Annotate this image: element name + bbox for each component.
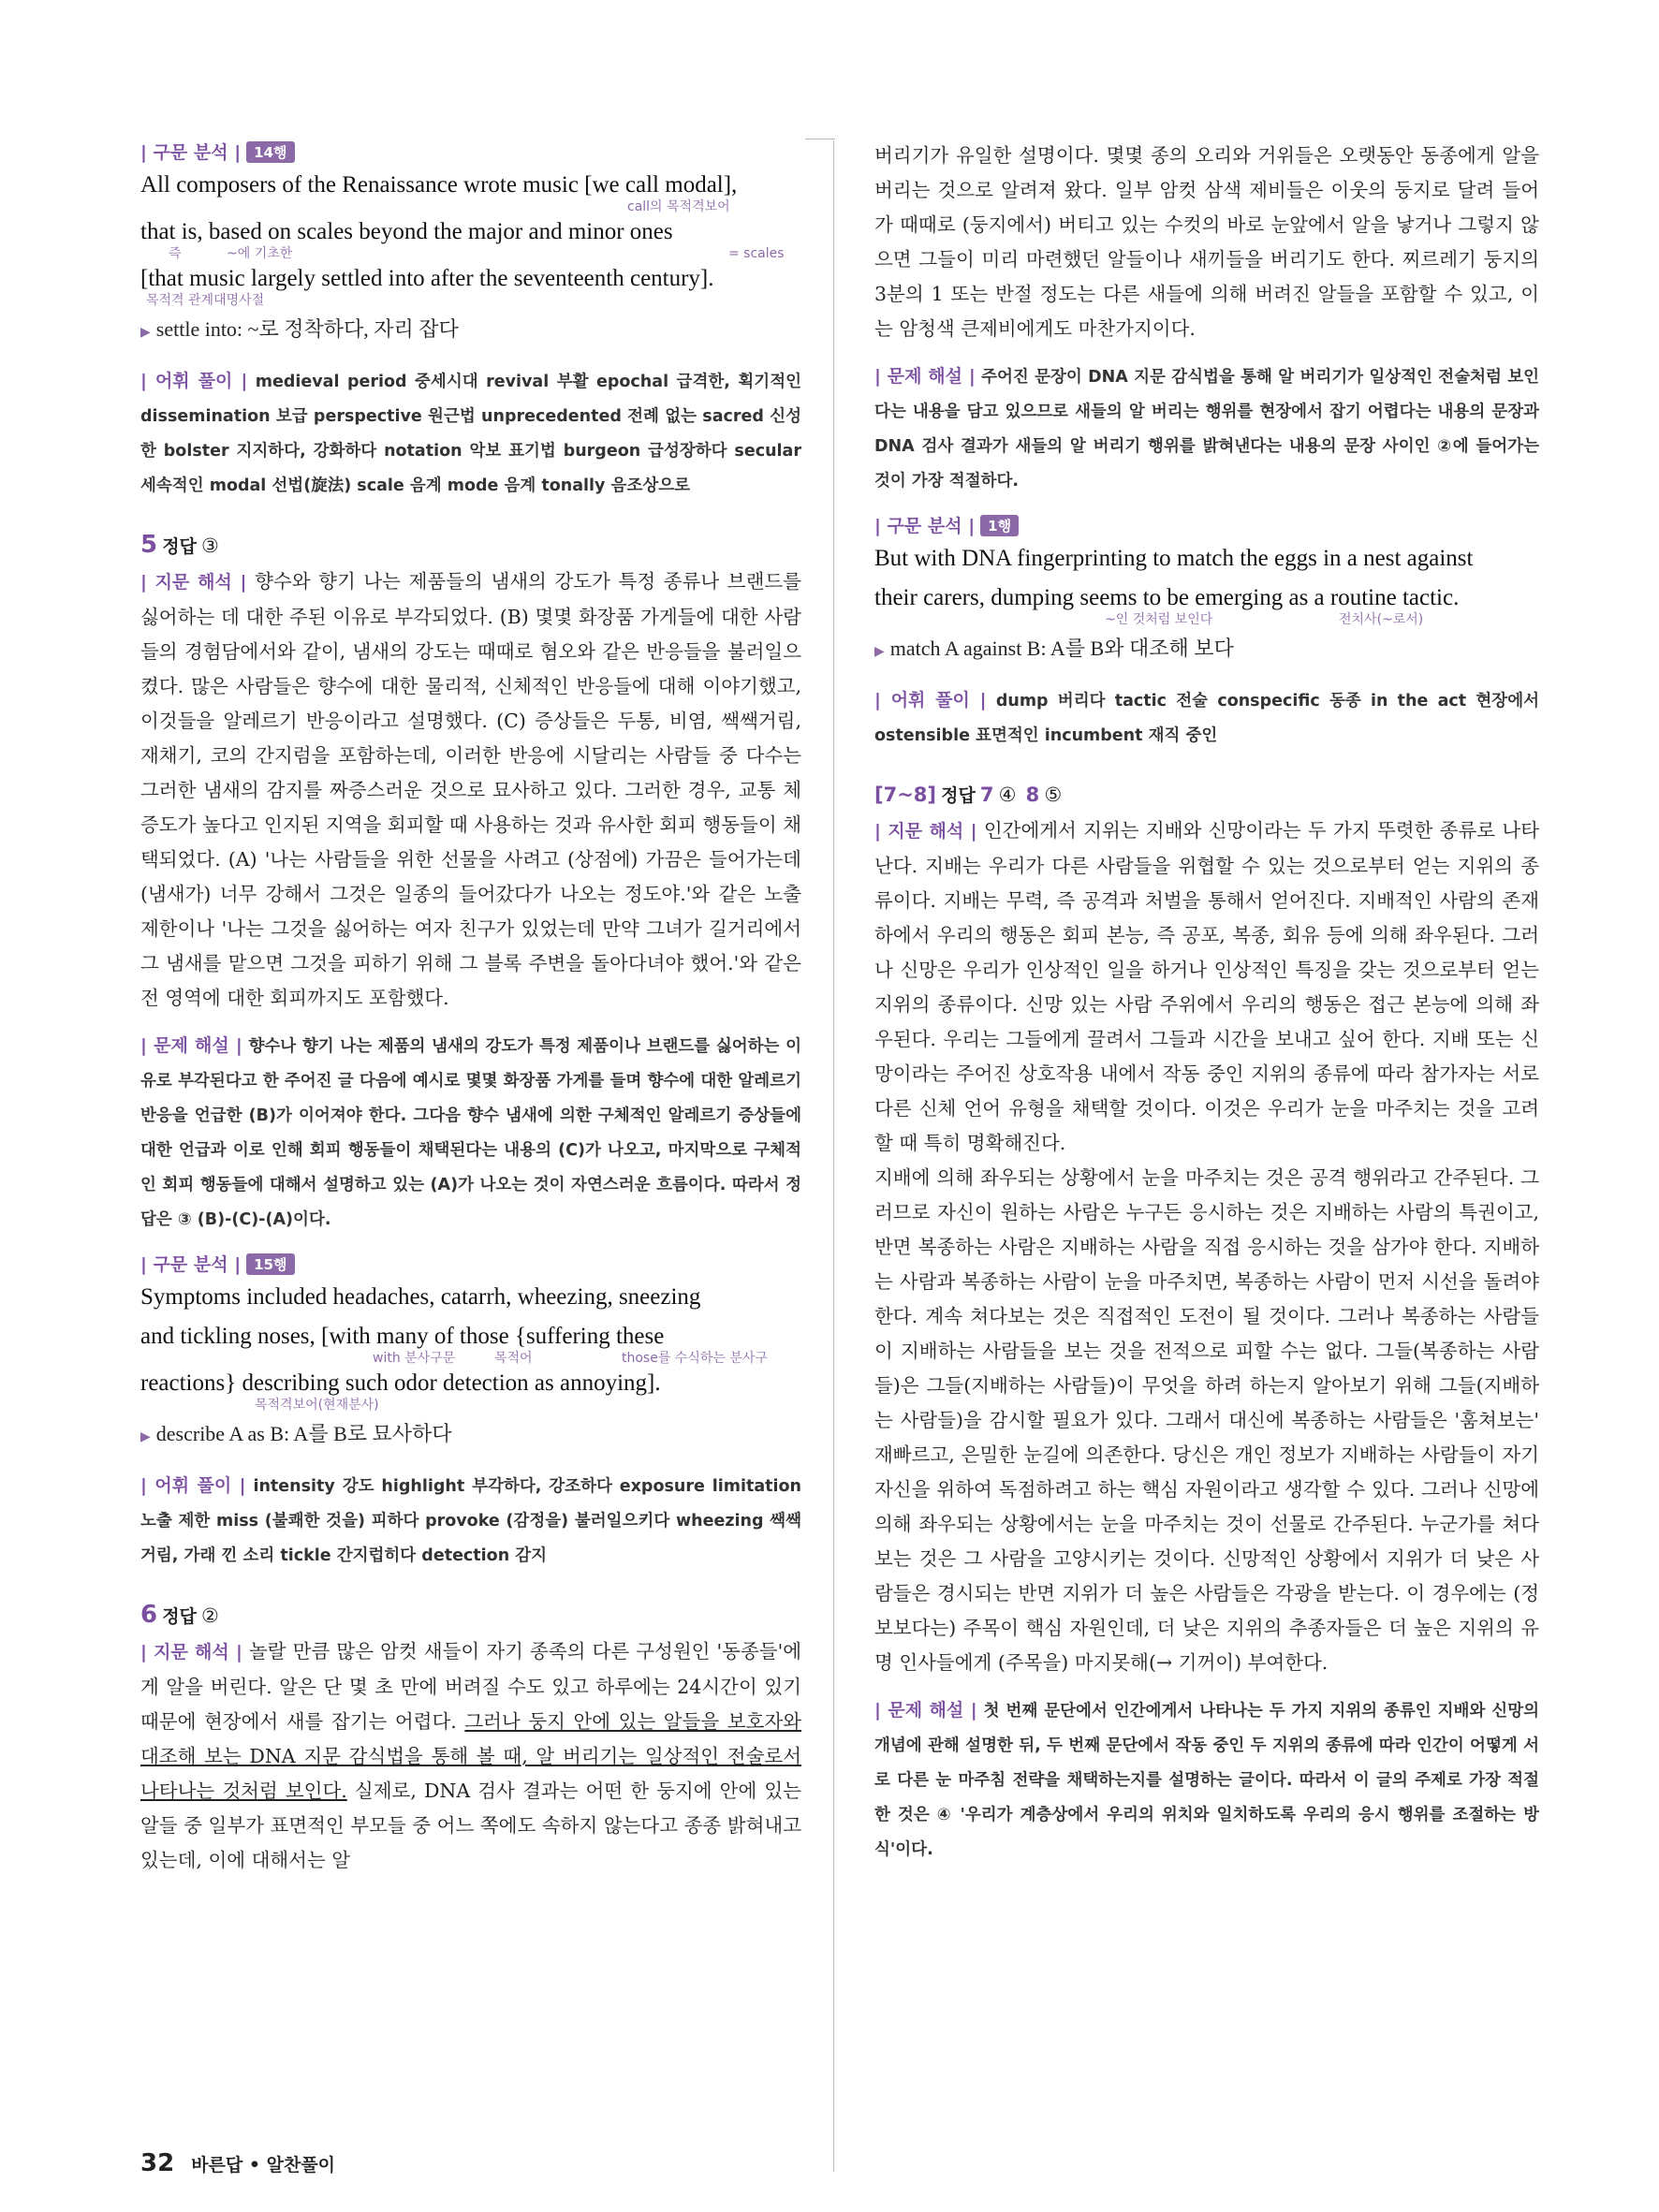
annotation: 즉 <box>169 246 182 261</box>
annotation-row <box>874 612 1539 627</box>
question-number: 5 <box>140 531 158 559</box>
question-7-8 <box>874 778 1539 1868</box>
english-sentence-line: their carers, dumping seems to be emerging as a routine tactic. <box>874 585 1460 610</box>
english-sentence-line: But with DNA fingerprinting to match the eggs in a nest against <box>874 546 1474 571</box>
solution-text: | 문제 해설 | 첫 번째 문단에서 인간에게서 나타나는 두 가지 지위의 종류인 지배와 신망의 개념에 관해 설명한 뒤, 두 번째 문단에서 작동 중인 두 지위의 종류에 따라 인간이 어떻게 서로 다른 눈 마주침 전략을 채택하는지를 설명하는 글이다. 따라서 이 글의 주제로 가장 적절한 것은 ④ '우리가 계층상에서 우리의 위치와 일치하도록 우리의 응시 행위를 조절하는 방식'이다. <box>874 1700 1540 1859</box>
syntax-section-3 <box>874 512 1539 667</box>
book-title: 바른답 • 알찬풀이 <box>191 2155 336 2175</box>
translation-label: | 지문 해석 | <box>140 1642 242 1663</box>
annotation: ~인 것처럼 보인다 <box>1105 612 1213 627</box>
syntax-section-2 <box>140 1251 801 1452</box>
line-tag: 15행 <box>246 1253 294 1275</box>
translation-text: | 지문 해석 | 인간에게서 지위는 지배와 신망이라는 두 가지 뚜렷한 종류로 나타난다. 지배는 우리가 다른 사람들을 위협할 수 있는 것으로부터 얻는 지위의 종류이다. 지배는 무력, 즉 공격과 처벌을 통해서 얻어진다. 지배적인 사람의 존재하에서 우리의 행동은 회피 본능, 즉 공포, 복종, 회유 등에 의해 좌우된다. 그러나 신망은 우리가 인상적인 일을 하거나 인상적인 특징을 갖는 것으로부터 얻는 지위의 종류이다. 신망 있는 사람 주위에서 우리의 행동은 접근 본능에 의해 좌우된다. 우리는 그들에게 끌려서 그들과 시간을 보내고 싶어 한다. 지배 또는 신망이라는 주어진 상호작용 내에서 작동 중인 지위의 종류에 따라 참가자는 서로 다른 신체 언어 유형을 채택할 것이다. 이것은 우리가 눈을 마주치는 것을 고려할 때 특히 명확해진다. <box>874 819 1539 1154</box>
annotation: with 분사구문 <box>373 1351 456 1366</box>
question-5 <box>140 528 801 1238</box>
annotation-row <box>140 1351 801 1366</box>
syntax-section-1 <box>140 139 801 347</box>
answer-line: [7~8] 정답 7 ④ 8 ⑤ <box>874 784 1063 806</box>
annotation: those를 수식하는 분사구 <box>622 1351 768 1366</box>
english-sentence-line: and tickling noses, [with many of those {suffering these <box>140 1324 665 1349</box>
vocab-section-3: | 어휘 풀이 | dump 버리다 tactic 전술 conspecific 동종 in the act 현장에서 ostensible 표면적인 incumbent 재직 중인 <box>874 690 1540 745</box>
annotation-row <box>140 1398 801 1413</box>
line-tag: 14행 <box>246 141 294 163</box>
solution-label: | 문제 해설 | <box>874 366 976 387</box>
annotation: 목적어 <box>494 1351 533 1366</box>
answer-line: 6 정답 ② <box>140 1601 219 1629</box>
solution-text: | 문제 해설 | 향수나 향기 나는 제품의 냄새의 강도가 특정 제품이나 브랜드를 싫어하는 이유로 부각된다고 한 주어진 글 다음에 예시로 몇몇 화장품 가게를 들며 향수에 대한 알레르기 반응을 언급한 (B)가 이어져야 한다. 그다음 향수 냄새에 의한 구체적인 알레르기 증상들에 대한 언급과 이로 인해 회피 행동들이 채택된다는 내용의 (C)가 나오고, 마지막으로 구체적인 회피 행동들에 대해서 설명하고 있는 (A)가 나오는 것이 자연스러운 흐름이다. 따라서 정답은 ③ (B)-(C)-(A)이다. <box>140 1035 802 1229</box>
english-sentence-line: that is, based on scales beyond the major and minor ones <box>140 219 673 244</box>
answer-line: 5 정답 ③ <box>140 531 219 559</box>
syntax-label: | 구문 분석 | <box>140 1254 242 1275</box>
annotation: ~에 기초한 <box>227 246 293 261</box>
triangle-icon: ▶ <box>140 326 151 340</box>
syntax-label: | 구문 분석 | <box>140 142 242 163</box>
annotation: 전치사(~로서) <box>1339 612 1424 627</box>
english-sentence-line: reactions} describing such odor detection as annoying]. <box>140 1370 661 1396</box>
line-tag: 1행 <box>980 515 1019 536</box>
solution-text: | 문제 해설 | 주어진 문장이 DNA 지문 감식법을 통해 알 버리기가 일상적인 전술처럼 보인다는 내용을 담고 있으므로 새들의 알 버리는 행위를 현장에서 잡기 어렵다는 내용의 문장과 DNA 검사 결과가 새들의 알 버리기 행위를 밝혀낸다는 내용의 문장 사이인 ②에 들어가는 것이 가장 적절하다. <box>874 366 1540 491</box>
translation-label: | 지문 해석 | <box>874 821 977 842</box>
triangle-icon: ▶ <box>140 1430 151 1444</box>
english-sentence-line: [that music largely settled into after the seventeenth century]. <box>140 266 714 291</box>
annotation: 목적격보어(현재분사) <box>255 1398 379 1413</box>
english-sentence-line: Symptoms included headaches, catarrh, wheezing, sneezing <box>140 1284 701 1310</box>
translation-text: | 지문 해석 | 향수와 향기 나는 제품들의 냄새의 강도가 특정 종류나 브랜드를 싫어하는 데 대한 주된 이유로 부각되었다. (B) 몇몇 화장품 가게들에 대한 사람들의 경험담에서와 같이, 냄새의 강도는 때때로 혐오와 같은 반응들을 불러일으켰다. 많은 사람들은 향수에 대한 물리적, 신체적인 반응들에 대해 이야기했고, 이것들을 알레르기 반응이라고 설명했다. (C) 증상들은 두통, 비염, 쌕쌕거림, 재채기, 코의 간지럼을 포함하는데, 이러한 반응에 시달리는 사람들 중 다수는 그러한 냄새의 감지를 짜증스러운 것으로 묘사하고 있다. 그러한 경우, 교통 체증도가 높다고 인지된 지역을 회피할 때 사용하는 것과 유사한 회피 행동들이 채택되었다. (A) '나는 사람들을 위한 선물을 사려고 (상점에) 가끔은 들어가는데 (냄새가) 너무 강해서 그것은 일종의 들어갔다가 나오는 정도야.'와 같은 노출 제한이나 '나는 그것을 싫어하는 여자 친구가 있었는데 만약 그녀가 길거리에서 그 냄새를 맡으면 그것을 피하기 위해 그 블록 주변을 돌아다녀야 했어.'와 같은 전 영역에 대한 회피까지도 포함했다. <box>140 570 801 1009</box>
question-number: 6 <box>140 1601 158 1629</box>
vocab-section-2: | 어휘 풀이 | intensity 강도 highlight 부각하다, 강조하다 exposure limitation 노출 제한 miss (불쾌한 것을) 피하다 provoke (감정을) 불러일으키다 wheezing 쌕쌕거림, 가래 낀 소리 tickle 간지럽히다 detection 감지 <box>140 1475 802 1565</box>
triangle-icon: ▶ <box>874 645 885 659</box>
translation-text-paragraph-2: 지배에 의해 좌우되는 상황에서 눈을 마주치는 것은 공격 행위라고 간주된다. 그러므로 자신이 원하는 사람은 누구든 응시하는 것은 지배하는 사람의 특권이고, 반면 복종하는 사람은 지배하는 사람을 직접 응시하는 것을 삼가야 한다. 지배하는 사람과 복종하는 사람이 눈을 마주치면, 복종하는 사람이 먼저 시선을 돌려야 한다. 계속 쳐다보는 것은 직접적인 도전이 될 것이다. 그러나 복종하는 사람들이 지배하는 사람들을 보는 것을 전적으로 피할 수는 없다. 그들(복종하는 사람들)은 그들(지배하는 사람들)이 무엇을 하려 하는지 알아보기 위해 그들(지배하는 사람들)을 감시할 필요가 있다. 그래서 대신에 복종하는 사람들은 '훔쳐보는' 재빠르고, 은밀한 눈길에 의존한다. 당신은 개인 정보가 지배하는 사람들이 자기 자신을 위하여 독점하려고 하는 핵심 자원이라고 생각할 수 있다. 그러나 신망에 의해 좌우되는 상황에서는 눈을 마주치는 것이 선물로 간주된다. 누군가를 쳐다보는 것은 그 사람을 고양시키는 것이다. 신망적인 상황에서 지위가 더 낮은 사람들은 경시되는 반면 지위가 더 높은 사람들은 각광을 받는다. 이 경우에는 (정보보다는) 주목이 핵심 자원인데, 더 낮은 지위의 추종자들은 더 높은 지위의 유명 인사들에게 (주목을) 마지못해(→ 기꺼이) 부여한다. <box>874 1166 1539 1674</box>
english-sentence-line: All composers of the Renaissance wrote music [we call modal], <box>140 172 738 198</box>
vocab-label: | 어휘 풀이 | <box>140 371 248 391</box>
question-range: [7~8] <box>874 784 937 806</box>
syntax-note: ▶ describe A as B: A를 B로 묘사하다 <box>140 1422 452 1445</box>
annotation-row <box>140 199 801 214</box>
translation-label: | 지문 해석 | <box>140 572 247 593</box>
translation-text-continued: 버리기가 유일한 설명이다. 몇몇 종의 오리와 거위들은 오랫동안 동종에게 알을 버리는 것으로 알려져 왔다. 일부 암컷 삼색 제비들은 이웃의 둥지로 달려 들어가 때때로 (둥지에서) 버티고 있는 수컷의 바로 눈앞에서 알을 낳거나 그렇지 않으면 그들이 미리 마련했던 알들이나 새끼들을 버리기도 한다. 찌르레기 둥지의 3분의 1 또는 반절 정도는 다른 새들에 의해 버려진 알들을 포함할 수 있고, 이는 암청색 큰제비에게도 마찬가지이다. <box>874 144 1539 340</box>
solution-label: | 문제 해설 | <box>140 1035 242 1056</box>
syntax-note: ▶ match A against B: A를 B와 대조해 보다 <box>874 637 1234 660</box>
annotation: call의 목적격보어 <box>627 199 730 214</box>
syntax-label: | 구문 분석 | <box>874 516 976 536</box>
annotation: = scales <box>728 246 785 261</box>
question-6 <box>140 1598 801 1878</box>
left-column <box>140 139 801 1878</box>
syntax-note: ▶ settle into: ~로 정착하다, 자리 잡다 <box>140 317 459 341</box>
answer-choice: ③ <box>201 535 219 557</box>
annotation: 목적격 관계대명사절 <box>146 293 265 308</box>
page-footer <box>140 2149 335 2177</box>
vocab-label: | 어휘 풀이 | <box>140 1475 246 1496</box>
right-column <box>874 139 1539 1868</box>
translation-text: | 지문 해석 | 놀랄 만큼 많은 암컷 새들이 자기 종족의 다른 구성원인 '동종들'에게 알을 버린다. 알은 단 몇 초 만에 버려질 수도 있고 하루에는 24시간이 있기 때문에 현장에서 새를 잡기는 어렵다. 그러나 둥지 안에 있는 알들을 보호자와 대조해 보는 DNA 지문 감식법을 통해 볼 때, 알 버리기는 일상적인 전술로서 나타나는 것처럼 보인다. 실제로, DNA 검사 결과는 어떤 한 둥지에 안에 있는 알들 중 일부가 표면적인 부모들 중 어느 쪽에도 속하지 않는다고 종종 밝혀내고 있는데, 이에 대해서는 알 <box>140 1640 802 1871</box>
vocab-section-1: | 어휘 풀이 | medieval period 중세시대 revival 부활 epochal 급격한, 획기적인 dissemination 보급 perspective 원근법 unprecedented 전례 없는 sacred 신성한 bolster 지지하다, 강화하다 notation 악보 표기법 burgeon 급성장하다 secular 세속적인 modal 선법(旋法) scale 음계 mode 음계 tonally 음조상으로 <box>140 371 802 495</box>
annotation-row <box>140 246 801 261</box>
answer-choice: ② <box>201 1604 219 1627</box>
solution-label: | 문제 해설 | <box>874 1700 977 1721</box>
annotation-row <box>140 293 801 308</box>
page-number: 32 <box>140 2149 175 2177</box>
vocab-label: | 어휘 풀이 | <box>874 690 987 710</box>
column-divider <box>833 140 834 2172</box>
underlined-sentence: 그러나 둥지 안에 있는 알들을 보호자와 대조해 보는 DNA 지문 감식법을 통해 볼 때, 알 버리기는 일상적인 전술로서 나타나는 것처럼 보인다. <box>140 1710 801 1802</box>
